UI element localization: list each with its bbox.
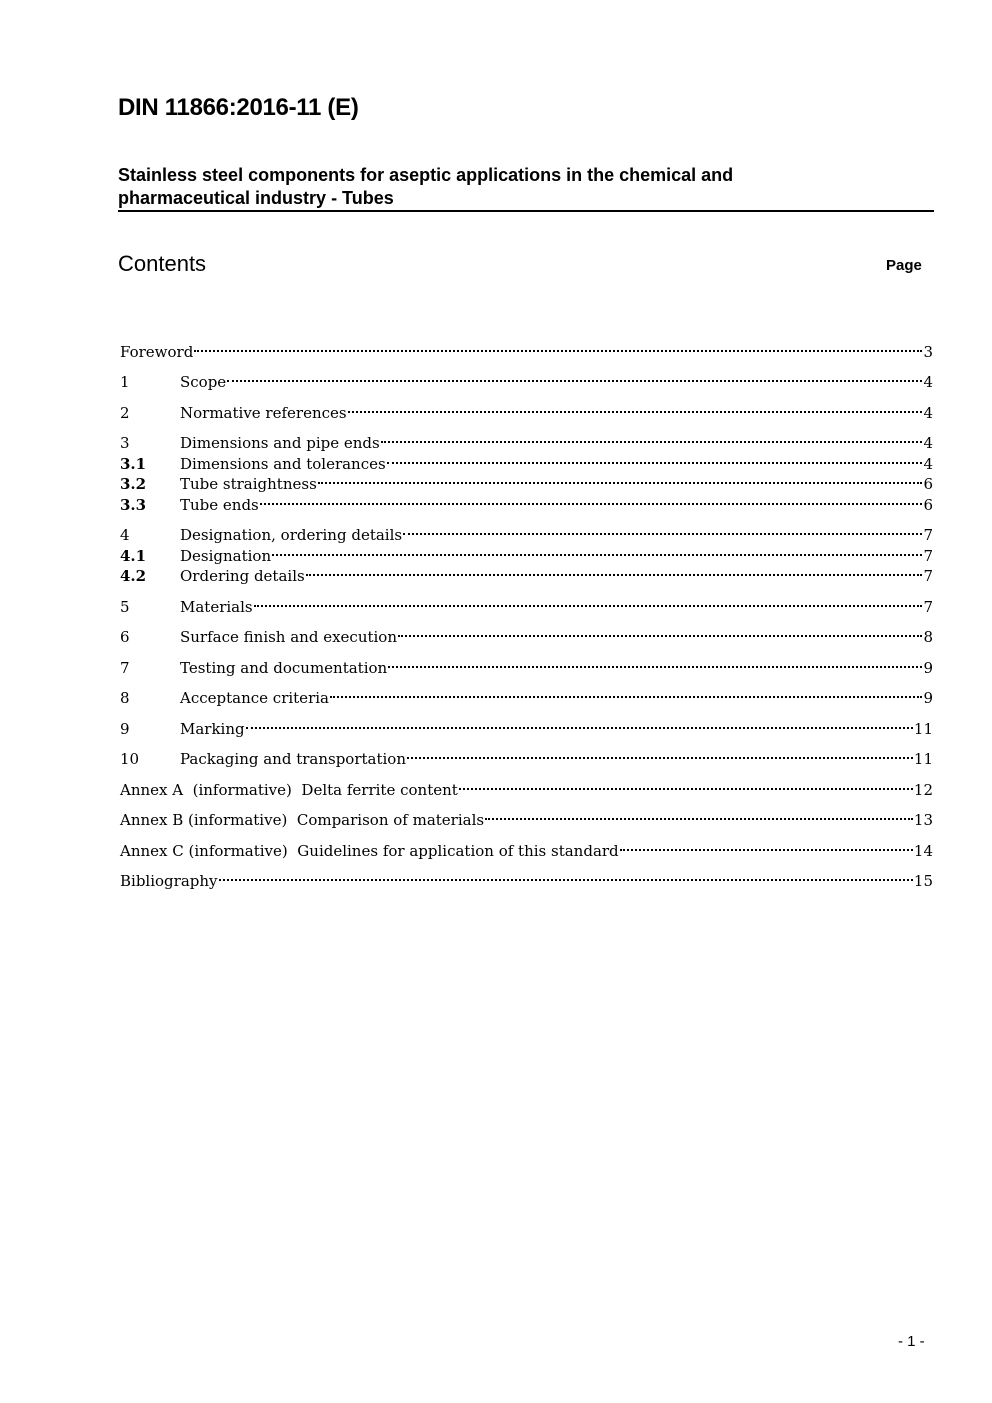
toc-entry-number: 7 bbox=[120, 658, 130, 677]
toc-dot-leader bbox=[318, 469, 923, 490]
toc-dot-leader bbox=[381, 428, 923, 449]
toc-dot-leader bbox=[485, 805, 913, 826]
toc-entry-label: Materials bbox=[180, 597, 253, 616]
toc-entry-label: Tube straightness bbox=[180, 475, 317, 493]
toc-entry-page: 6 bbox=[923, 495, 933, 514]
toc-entry-number: 10 bbox=[120, 750, 140, 768]
toc-entry-normative-references[interactable] bbox=[120, 397, 933, 422]
toc-entry-foreword[interactable] bbox=[120, 336, 933, 361]
document-title-line-2: pharmaceutical industry - Tubes bbox=[118, 188, 394, 208]
toc-entry-label: Annex C (informative) Guidelines for application of this standard bbox=[120, 841, 619, 860]
toc-dot-leader bbox=[219, 866, 913, 887]
toc-entry-label: Testing and documentation bbox=[180, 658, 388, 677]
toc-entry-number: 8 bbox=[120, 689, 130, 707]
toc-entry-tube-straightness[interactable] bbox=[120, 469, 933, 493]
toc-entry-page: 9 bbox=[923, 658, 933, 677]
toc-entry-page: 6 bbox=[923, 475, 933, 493]
toc-dot-leader bbox=[194, 336, 922, 357]
toc-dot-leader bbox=[254, 591, 923, 612]
toc-entry-page: 14 bbox=[913, 841, 933, 860]
toc-dot-leader bbox=[348, 397, 923, 418]
toc-entry-label: Dimensions and tolerances bbox=[180, 454, 386, 473]
document-id: DIN 11866:2016-11 (E) bbox=[118, 94, 359, 121]
toc-entry-dimensions-and-tolerances[interactable] bbox=[120, 448, 933, 473]
toc-entry-page: 3 bbox=[923, 342, 933, 361]
toc-entry-marking[interactable] bbox=[120, 713, 933, 738]
toc-entry-label: Normative references bbox=[180, 403, 347, 422]
toc-entry-annex-c[interactable] bbox=[120, 835, 933, 860]
toc-dot-leader bbox=[272, 540, 922, 561]
toc-entry-number: 5 bbox=[120, 597, 130, 616]
toc-dot-leader bbox=[306, 561, 923, 582]
toc-entry-label: Packaging and transportation bbox=[180, 750, 406, 768]
toc-entry-number: 6 bbox=[120, 628, 130, 646]
toc-entry-annex-a[interactable] bbox=[120, 774, 933, 799]
footer-page-number: - 1 - bbox=[898, 1333, 925, 1350]
toc-dot-leader bbox=[260, 489, 923, 510]
toc-entry-page: 7 bbox=[923, 526, 933, 544]
toc-entry-materials[interactable] bbox=[120, 591, 933, 616]
toc-entry-label: Marking bbox=[180, 719, 245, 738]
toc-entry-number: 3.3 bbox=[120, 495, 147, 514]
toc-entry-page: 11 bbox=[913, 719, 933, 738]
toc-dot-leader bbox=[246, 713, 913, 734]
toc-dot-leader bbox=[407, 744, 913, 765]
toc-dot-leader bbox=[403, 520, 922, 541]
toc-entry-annex-b[interactable] bbox=[120, 805, 933, 829]
page-column-label: Page bbox=[886, 257, 922, 274]
toc-entry-number: 1 bbox=[120, 373, 130, 391]
title-divider bbox=[118, 210, 934, 212]
toc-entry-number: 3.1 bbox=[120, 454, 147, 473]
toc-entry-page: 4 bbox=[923, 434, 933, 452]
toc-entry-page: 13 bbox=[913, 811, 933, 829]
toc-entry-label: Scope bbox=[180, 373, 227, 391]
toc-entry-ordering-details[interactable] bbox=[120, 561, 933, 585]
toc-dot-leader bbox=[388, 652, 922, 673]
document-title bbox=[118, 164, 878, 210]
toc-entry-page: 7 bbox=[923, 567, 933, 585]
table-of-contents bbox=[120, 336, 933, 890]
toc-entry-page: 4 bbox=[923, 373, 933, 391]
toc-entry-page: 11 bbox=[913, 750, 933, 768]
toc-entry-label: Surface finish and execution bbox=[180, 628, 398, 646]
toc-dot-leader bbox=[459, 774, 913, 795]
toc-entry-number: 9 bbox=[120, 719, 130, 738]
toc-entry-label: Annex B (informative) Comparison of materials bbox=[120, 811, 485, 829]
toc-entry-number: 3.2 bbox=[120, 475, 147, 493]
toc-entry-packaging-and-transportation[interactable] bbox=[120, 744, 933, 768]
toc-entry-label: Acceptance criteria bbox=[180, 689, 329, 707]
toc-entry-page: 9 bbox=[923, 689, 933, 707]
toc-entry-page: 4 bbox=[923, 454, 933, 473]
toc-dot-leader bbox=[227, 367, 922, 388]
toc-dot-leader bbox=[387, 448, 923, 469]
toc-entry-designation[interactable] bbox=[120, 540, 933, 565]
toc-entry-acceptance-criteria[interactable] bbox=[120, 683, 933, 707]
toc-entry-number: 4.2 bbox=[120, 567, 147, 585]
toc-entry-designation-ordering-details[interactable] bbox=[120, 520, 933, 544]
toc-entry-page: 4 bbox=[923, 403, 933, 422]
toc-entry-number: 4.1 bbox=[120, 546, 147, 565]
toc-entry-surface-finish[interactable] bbox=[120, 622, 933, 646]
document-title-line-1: Stainless steel components for aseptic applications in the chemical and bbox=[118, 165, 734, 185]
toc-entry-label: Annex A (informative) Delta ferrite content bbox=[120, 780, 458, 799]
toc-entry-dimensions-and-pipe-ends[interactable] bbox=[120, 428, 933, 452]
toc-entry-page: 12 bbox=[913, 780, 933, 799]
toc-entry-number: 2 bbox=[120, 403, 130, 422]
toc-entry-label: Dimensions and pipe ends bbox=[180, 434, 380, 452]
toc-entry-tube-ends[interactable] bbox=[120, 489, 933, 514]
toc-entry-label: Bibliography bbox=[120, 872, 218, 890]
toc-entry-label: Foreword bbox=[120, 342, 194, 361]
toc-dot-leader bbox=[398, 622, 922, 643]
toc-entry-label: Designation, ordering details bbox=[180, 526, 403, 544]
toc-entry-number: 3 bbox=[120, 434, 130, 452]
toc-entry-label: Designation bbox=[180, 546, 272, 565]
toc-entry-label: Tube ends bbox=[180, 495, 259, 514]
toc-entry-page: 7 bbox=[923, 546, 933, 565]
toc-dot-leader bbox=[330, 683, 922, 704]
toc-entry-bibliography[interactable] bbox=[120, 866, 933, 890]
toc-entry-scope[interactable] bbox=[120, 367, 933, 391]
toc-entry-number: 4 bbox=[120, 526, 130, 544]
toc-entry-page: 15 bbox=[913, 872, 933, 890]
contents-heading: Contents bbox=[118, 251, 207, 276]
toc-dot-leader bbox=[620, 835, 913, 856]
toc-entry-page: 8 bbox=[923, 628, 933, 646]
toc-entry-testing-and-documentation[interactable] bbox=[120, 652, 933, 677]
toc-entry-label: Ordering details bbox=[180, 567, 305, 585]
toc-entry-page: 7 bbox=[923, 597, 933, 616]
